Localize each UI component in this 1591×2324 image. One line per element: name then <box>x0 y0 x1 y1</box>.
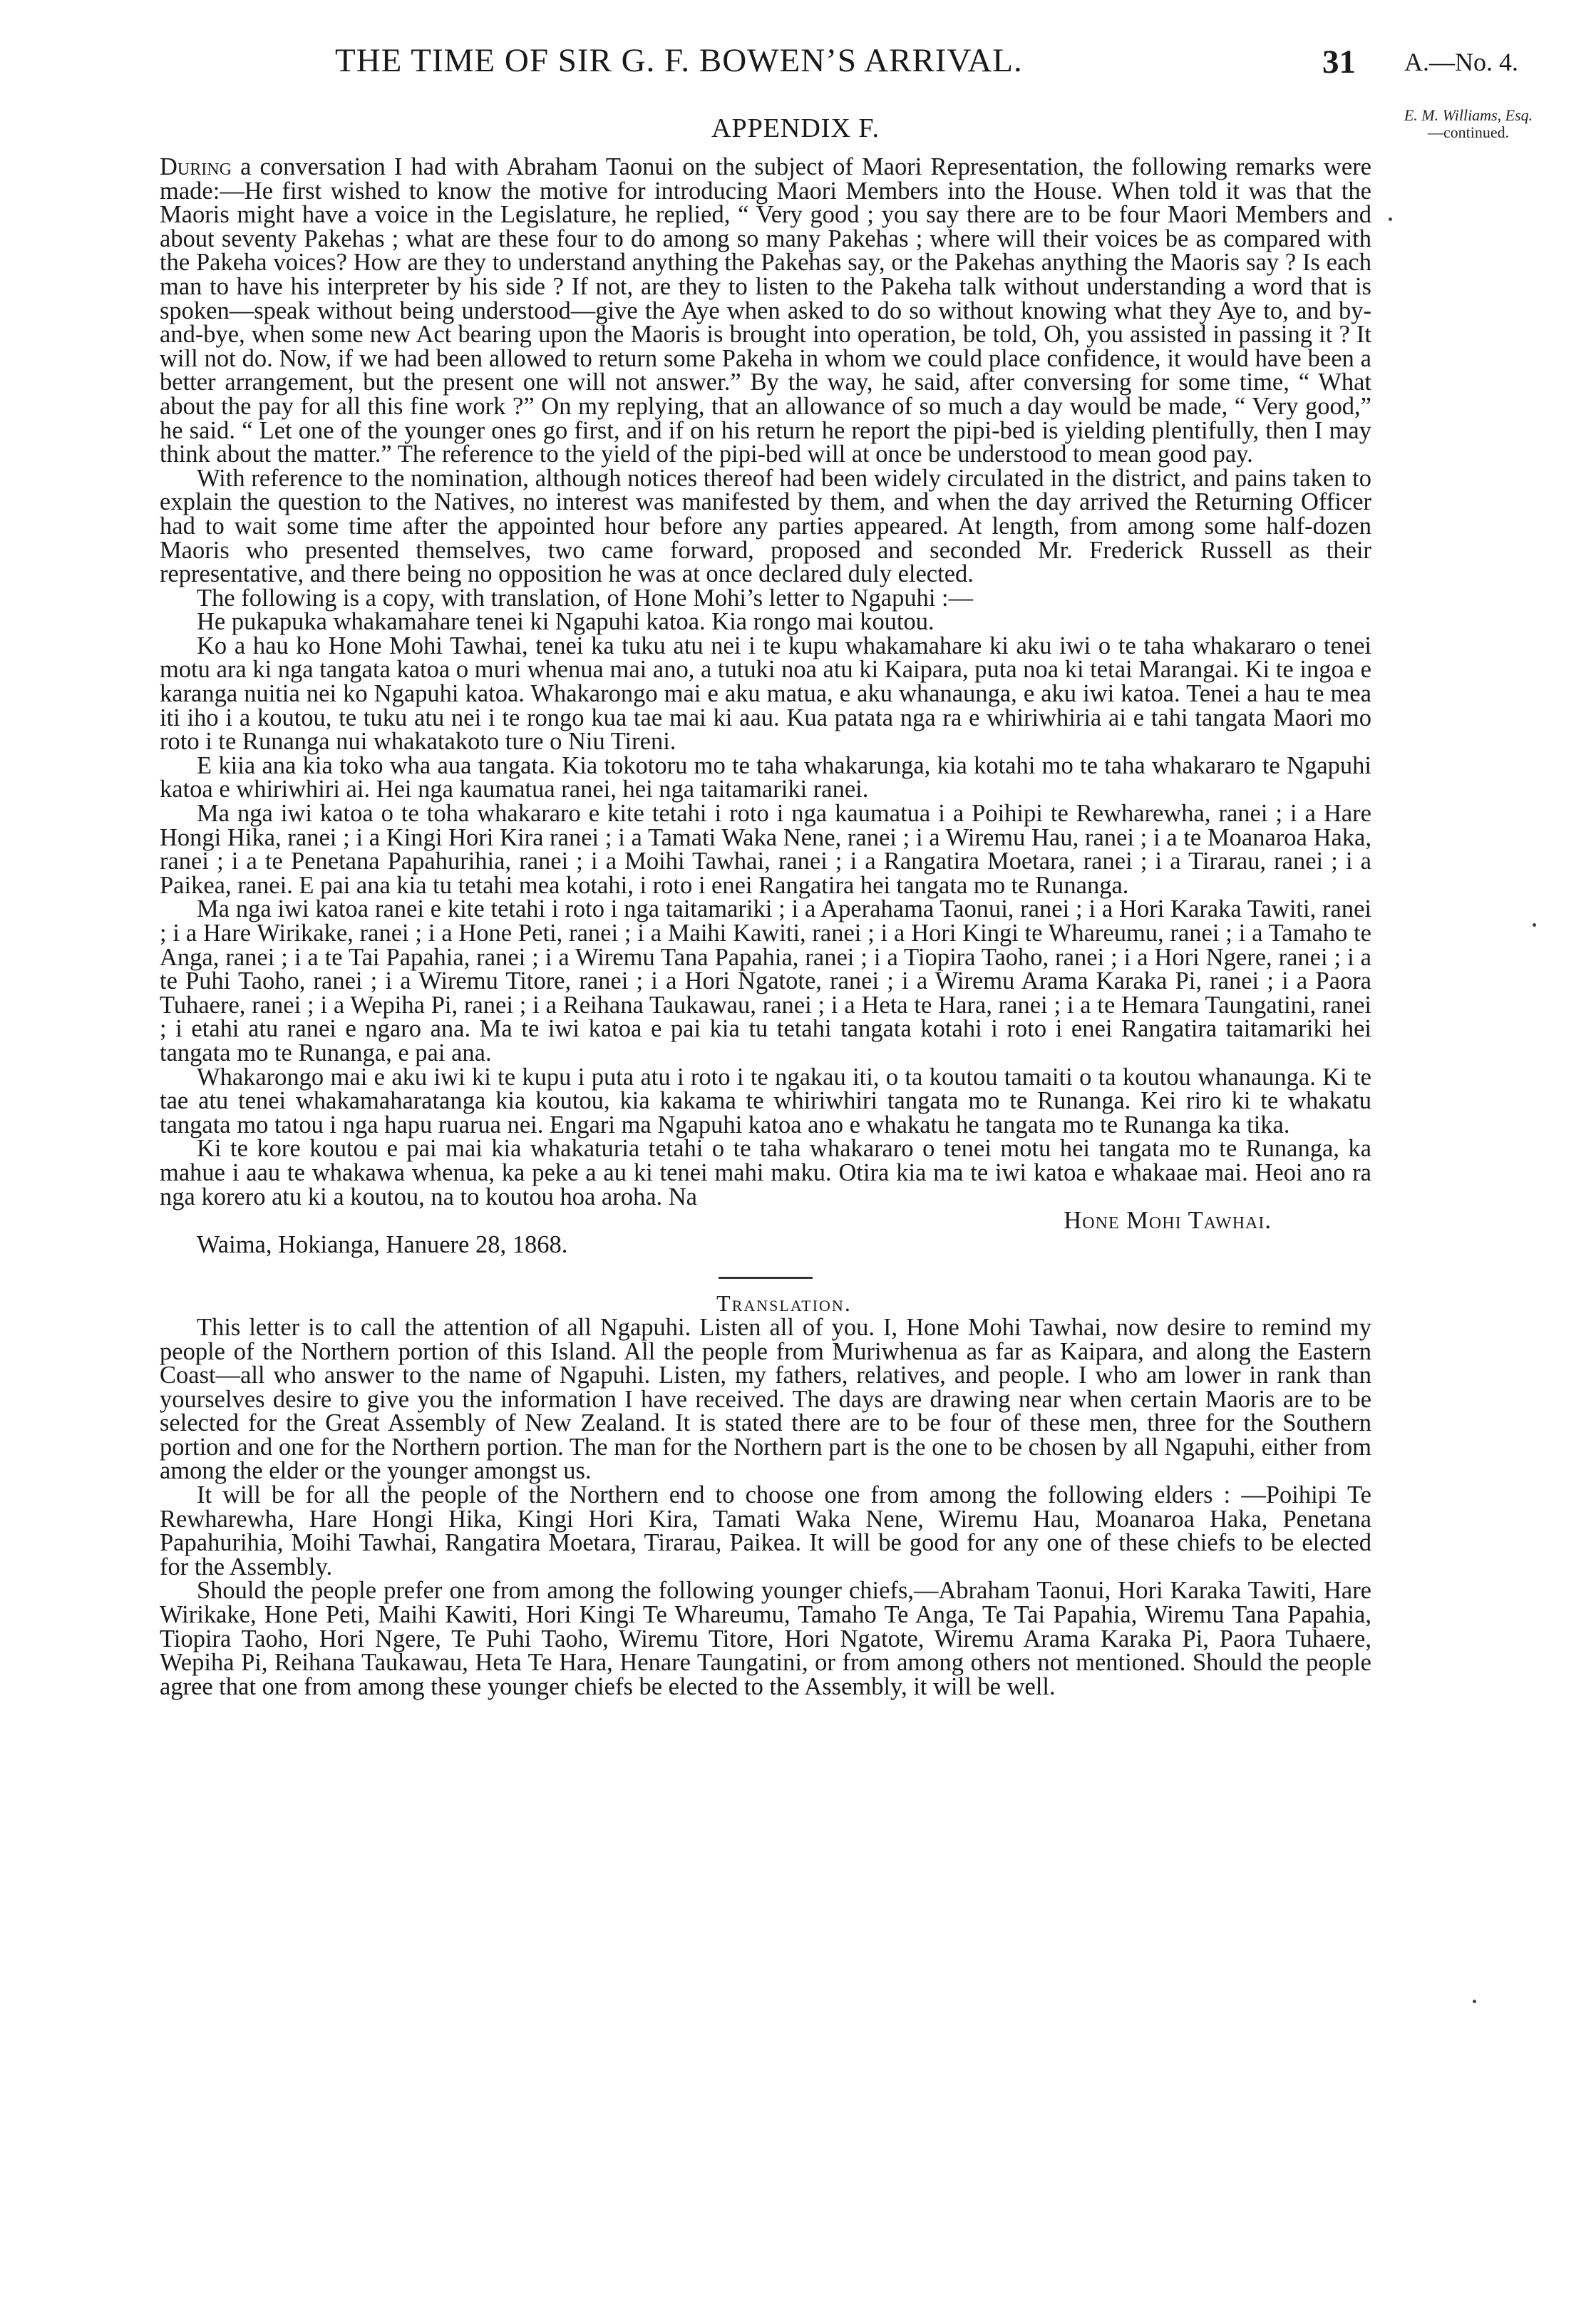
margin-note-continued: —continued. <box>1427 123 1510 141</box>
print-speck <box>1389 217 1392 221</box>
letter-signature <box>160 1209 1371 1233</box>
signature-text: Hone Mohi Tawhai. <box>1064 1207 1272 1235</box>
paragraph <box>160 155 1371 467</box>
translation-paragraph: This letter is to call the attention of all Ngapuhi. Listen all of you. I, Hone Mohi Tawhai, now desire to remind my people of the Northern portion of this Island. All the people from Muriwhenua as far as Kaipara, and along the Eastern Coast—all who answer to the name of Ngapuhi. Listen, my fathers, relatives, and people. I who am lower in rank than yourselves desire to give you the information I have received. The days are drawing near when certain Maoris are to be selected for the Great Assembly of New Zealand. It is stated there are to be four of these men, three for the Southern portion and one for the Northern portion. The man for the Northern part is the one to be chosen by all Ngapuhi, either from among the elder or the younger amongst us. <box>160 1313 1371 1485</box>
paragraph: Whakarongo mai e aku iwi ki te kupu i puta atu i roto i te ngakau iti, o ta koutou tamaiti o ta koutou whanaunga. Ki te tae atu tenei whakamaharatanga kia koutou, kia kakama te whiriwhiri tangata mo te Runanga. Kei riro ki te whakatu tangata mo tatou i nga hapu ruarua nei. Engari ma Ngapuhi katoa ano e whakatu he tangata mo te Runanga ka tika. <box>160 1063 1371 1138</box>
page-number: 31 <box>1322 43 1356 81</box>
section-divider <box>719 1277 813 1279</box>
paragraph: Ko a hau ko Hone Mohi Tawhai, tenei ka tuku atu nei i te kupu whakamahare ki aku iwi o te taha whakararo o tenei motu ara ki nga tangata katoa o muri whenua mai ano, a tutuki noa atu ki Kaipara, puta noa ki tetai Marangai. Ki te ingoa e karanga nuitia nei ko Ngapuhi katoa. Whakarongo mai e aku matua, e aku whanaunga, e aku iwi katoa. Tenei a hau te mea iti iho i a koutou, te tuku atu nei i te rongo kua tae mai ki aau. Kua patata nga ra e whiriwhiria ai e tahi tangata Maori mo roto i te Runanga nui whakatakoto ture o Niu Tireni. <box>160 632 1371 756</box>
paragraph: He pukapuka whakamahare tenei ki Ngapuhi katoa. Kia rongo mai koutou. <box>197 608 934 636</box>
letter-dateline: Waima, Hokianga, Hanuere 28, 1868. <box>197 1230 568 1258</box>
print-speck <box>1533 923 1536 927</box>
paragraph: E kiia ana kia toko wha aua tangata. Kia tokotoru mo te taha whakarunga, kia kotahi mo te taha whakararo te Ngapuhi katoa e whiriwhiri ai. Hei nga kaumatua ranei, hei nga taitamariki ranei. <box>160 751 1371 803</box>
paragraph-text: a conversation I had with Abraham Taonui on the subject of Maori Representation, the following remarks were made:—He first wished to know the motive for introducing Maori Members into the House. When told it was that the Maoris might have a voice in the Legislature, he replied, “ Very good ; you say there are to be four Maori Members and about seventy Pakehas ; what are these four to do among so many Pakehas ; where will their voices be as compared with the Pakeha voices? How are they to understand anything the Pakehas say, or the Pakehas anything the Maoris say ? Is each man to have his interpreter by his side ? If not, are they to listen to the Pakeha talk without understanding a word that is spoken—speak without being understood—give the Aye when asked to do so without knowing what they Aye to, and by-and-bye, when some new Act bearing upon the Maoris is brought into operation, be told, Oh, you assisted in passing it ? It will not do. Now, if we had been allowed to return some Pakeha in whom we could place confidence, it would have been a better arrangement, but the present one will not answer.” By the way, he said, after conversing for some time, “ What about the pay for all this fine work ?” On my replying, that an allowance of so much a day would be made, “ Very good,” he said. “ Let one of the younger ones go first, and if on his return he report the pipi-bed is yielding plentifully, then I may think about the matter.” The reference to the yield of the pipi-bed will at once be understood to mean good pay. <box>160 153 1371 468</box>
margin-note-author: E. M. Williams, Esq. <box>1404 106 1533 124</box>
document-body <box>160 155 1371 1699</box>
translation-paragraph: Should the people prefer one from among the following younger chiefs,—Abraham Taonui, Hori Karaka Tawiti, Hare Wirikake, Hone Peti, Maihi Kawiti, Hori Kingi Te Whareumu, Tamaho Te Anga, Te Tai Papahia, Wiremu Tana Papahia, Tiopira Taoho, Hori Ngere, Te Puhi Taoho, Wiremu Titore, Hori Ngatote, Wiremu Arama Karaka Pi, Paora Tuhaere, Wepiha Pi, Reihana Taukawau, Heta Te Hara, Henare Taungatini, or from among others not mentioned. Should the people agree that one from among these younger chiefs be elected to the Assembly, it will be well. <box>160 1577 1371 1700</box>
paragraph-lead-word: During <box>160 153 232 180</box>
appendix-title: APPENDIX F. <box>711 113 880 143</box>
paragraph: The following is a copy, with translation, of Hone Mohi’s letter to Ngapuhi :— <box>197 584 974 612</box>
translation-heading: Translation. <box>716 1290 852 1317</box>
paragraph: Ma nga iwi katoa o te toha whakararo e kite tetahi i roto i nga kaumatua i a Poihipi te Rewharewha, ranei ; i a Hare Hongi Hika, ranei ; i a Kingi Hori Kira ranei ; i a Tamati Waka Nene, ranei ; i a Wiremu Hau, ranei ; i a te Moanaroa Haka, ranei ; i a te Penetana Papahurihia, ranei ; i a Moihi Tawhai, ranei ; i a Rangatira Moetara, ranei ; i a Tirarau, ranei ; i a Paikea, ranei. E pai ana kia tu tetahi mea kotahi, i roto i enei Rangatira hei tangata mo te Runanga. <box>160 800 1371 899</box>
paragraph: With reference to the nomination, although notices thereof had been widely circulated in the district, and pains taken to explain the question to the Natives, no interest was manifested by them, and when the day arrived the Returning Officer had to wait some time after the appointed hour before any parties appeared. At length, from among some half-dozen Maoris who presented themselves, two came forward, proposed and seconded Mr. Frederick Russell as their representative, and there being no opposition he was at once declared duly elected. <box>160 464 1371 588</box>
running-header-title: THE TIME OF SIR G. F. BOWEN’S ARRIVAL. <box>335 42 1023 79</box>
paragraph: Ma nga iwi katoa ranei e kite tetahi i roto i nga taitamariki ; i a Aperahama Taonui, ranei ; i a Hori Karaka Tawiti, ranei ; i a Hare Wirikake, ranei ; i a Hone Peti, ranei ; i a Maihi Kawiti, ranei ; i a Hori Kingi te Whareumu, ranei ; i a Tamaho te Anga, ranei ; i a te Tai Papahia, ranei ; i a Wiremu Tana Papahia, ranei ; i a Tiopira Taoho, ranei ; i a Hori Ngere, ranei ; i a te Puhi Taoho, ranei ; i a Wiremu Titore, ranei ; i a Hori Ngatote, ranei ; i a Wiremu Arama Karaka Pi, ranei ; i a Paora Tuhaere, ranei ; i a Wepiha Pi, ranei ; i a Reihana Taukawau, ranei ; i a Heta te Hara, ranei ; i a te Hemara Taungatini, ranei ; i etahi atu ranei e ngaro ana. Ma te iwi katoa e pai kia tu tetahi tangata kotahi i roto i enei Rangatira taitamariki hei tangata mo te Runanga, e pai ana. <box>160 895 1371 1066</box>
translation-paragraph: It will be for all the people of the Northern end to choose one from among the following elders : —Poihipi Te Rewharewha, Hare Hongi Hika, Kingi Hori Kira, Tamati Waka Nene, Wiremu Hau, Moanaroa Haka, Penetana Papahurihia, Moihi Tawhai, Rangatira Moetara, Tirarau, Paikea. It will be good for any one of these chiefs to be elected for the Assembly. <box>160 1481 1371 1580</box>
document-reference: A.—No. 4. <box>1404 48 1518 76</box>
paragraph: Ki te kore koutou e pai mai kia whakaturia tetahi o te taha whakararo o tenei motu hei tangata mo te Runanga, ka mahue i aau te whakawa whenua, ka peke a au ki tenei mahi maku. Otira kia ma te iwi katoa e whakaae mai. Heoi ano ra nga korero atu ki a koutou, na to koutou hoa aroha. Na <box>160 1135 1371 1210</box>
margin-note <box>1379 107 1557 141</box>
print-speck <box>1473 2000 1476 2003</box>
